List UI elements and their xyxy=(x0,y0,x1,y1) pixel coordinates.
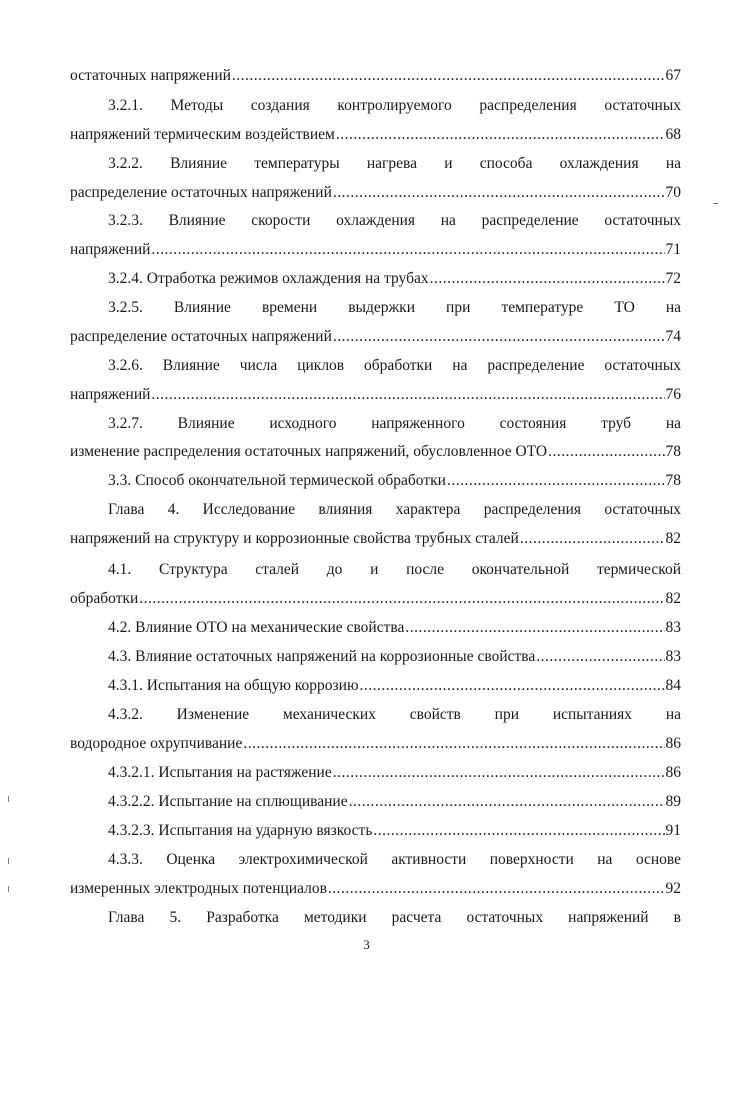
toc-page-number: 78 xyxy=(665,443,681,460)
toc-page-number: 92 xyxy=(665,880,681,897)
toc-dot-leader xyxy=(139,589,664,609)
toc-page-number: 71 xyxy=(665,241,681,258)
toc-line: 3.2.3. Влияние скорости охлаждения на распределение остаточных xyxy=(108,212,681,229)
scan-mark xyxy=(8,796,9,802)
toc-entry-text: измеренных электродных потенциалов xyxy=(70,880,327,897)
scan-mark xyxy=(8,858,9,864)
toc-dot-leader xyxy=(536,647,664,667)
toc-line: 3.2.5. Влияние времени выдержки при температуре ТО на xyxy=(108,299,681,316)
toc-line: 3.2.2. Влияние температуры нагрева и способа охлаждения на xyxy=(108,155,681,172)
toc-entry-text: изменение распределения остаточных напряжений, обусловленное ОТО xyxy=(70,443,548,460)
toc-dot-leader xyxy=(333,327,665,347)
toc-dot-leader xyxy=(243,734,664,754)
toc-line xyxy=(70,327,681,347)
toc-line xyxy=(70,529,681,549)
toc-dot-leader xyxy=(548,442,664,462)
toc-line xyxy=(108,792,681,812)
toc-page-number: 83 xyxy=(665,648,681,665)
toc-line xyxy=(108,821,681,841)
page-number: 3 xyxy=(363,937,370,952)
toc-entry-text: 4.2. Влияние ОТО на механические свойства xyxy=(108,619,405,636)
toc-page-number: 89 xyxy=(665,793,681,810)
toc-line: 3.2.6. Влияние числа циклов обработки на распределение остаточных xyxy=(108,357,681,374)
toc-page-number: 86 xyxy=(665,735,681,752)
toc-page-number: 91 xyxy=(665,822,681,839)
toc-page-number: 68 xyxy=(665,126,681,143)
toc-dot-leader xyxy=(328,879,665,899)
toc-line xyxy=(70,66,681,86)
toc-entry-text: распределение остаточных напряжений xyxy=(70,328,332,345)
toc-line xyxy=(108,471,681,491)
toc-page-number: 72 xyxy=(665,270,681,287)
toc-page-number: 86 xyxy=(665,764,681,781)
toc-line xyxy=(108,676,681,696)
toc-dot-leader xyxy=(405,618,664,638)
toc-dot-leader xyxy=(232,66,665,86)
toc-dot-leader xyxy=(349,792,665,812)
toc-line: 3.2.7. Влияние исходного напряженного состояния труб на xyxy=(108,415,681,432)
toc-entry-text: напряжений на структуру и коррозионные свойства трубных сталей xyxy=(70,530,519,547)
toc-dot-leader xyxy=(333,763,665,783)
toc-line: 4.1. Структура сталей до и после окончательной термической xyxy=(108,561,681,578)
toc-entry-text: остаточных напряжений xyxy=(70,67,231,84)
toc-line xyxy=(70,385,681,405)
toc-line: Глава 5. Разработка методики расчета остаточных напряжений в xyxy=(108,909,681,926)
toc-line: 4.3.2. Изменение механических свойств при испытаниях на xyxy=(108,706,681,723)
toc-page-number: 78 xyxy=(665,472,681,489)
toc-dot-leader xyxy=(430,269,665,289)
toc-page-number: 67 xyxy=(665,67,681,84)
toc-line xyxy=(108,269,681,289)
toc-page-number: 70 xyxy=(665,184,681,201)
toc-line: Глава 4. Исследование влияния характера распределения остаточных xyxy=(108,501,681,518)
toc-page-number: 82 xyxy=(665,590,681,607)
toc-entry-text: 4.3.2.2. Испытание на сплющивание xyxy=(108,793,348,810)
toc-entry-text: 4.3. Влияние остаточных напряжений на коррозионные свойства xyxy=(108,648,536,665)
toc-entry-text: напряжений термическим воздействием xyxy=(70,126,335,143)
scan-mark xyxy=(713,203,718,204)
toc-dot-leader xyxy=(360,676,665,696)
toc-entry-text: 3.2.4. Отработка режимов охлаждения на трубах xyxy=(108,270,429,287)
toc-dot-leader xyxy=(151,240,664,260)
toc-line xyxy=(108,647,681,667)
toc-dot-leader xyxy=(151,385,664,405)
toc-line xyxy=(70,879,681,899)
toc-entry-text: 4.3.1. Испытания на общую коррозию xyxy=(108,677,359,694)
toc-dot-leader xyxy=(447,471,665,491)
toc-entry-text: 4.3.2.1. Испытания на растяжение xyxy=(108,764,332,781)
toc-line: 4.3.3. Оценка электрохимической активности поверхности на основе xyxy=(108,851,681,868)
toc-page-number: 76 xyxy=(665,386,681,403)
toc-entry-text: 3.3. Способ окончательной термической обработки xyxy=(108,472,446,489)
toc-dot-leader xyxy=(336,125,665,145)
toc-entry-text: распределение остаточных напряжений xyxy=(70,184,332,201)
toc-entry-text: напряжений xyxy=(70,241,151,258)
toc-page-number: 84 xyxy=(665,677,681,694)
toc-line xyxy=(70,734,681,754)
toc-line: 3.2.1. Методы создания контролируемого распределения остаточных xyxy=(108,97,681,114)
toc-line xyxy=(108,618,681,638)
toc-entry-text: 4.3.2.3. Испытания на ударную вязкость xyxy=(108,822,373,839)
toc-entry-text: водородное охрупчивание xyxy=(70,735,243,752)
toc-page-number: 74 xyxy=(665,328,681,345)
toc-dot-leader xyxy=(333,183,665,203)
toc-entry-text: обработки xyxy=(70,590,139,607)
toc-entry-text: напряжений xyxy=(70,386,151,403)
toc-line xyxy=(70,125,681,145)
toc-line xyxy=(70,589,681,609)
toc-line xyxy=(70,442,681,462)
scan-mark xyxy=(8,886,9,892)
toc-page-number: 83 xyxy=(665,619,681,636)
toc-dot-leader xyxy=(373,821,664,841)
toc-line xyxy=(108,763,681,783)
toc-dot-leader xyxy=(520,529,665,549)
toc-line xyxy=(70,240,681,260)
toc-line xyxy=(70,183,681,203)
toc-page-number: 82 xyxy=(665,530,681,547)
